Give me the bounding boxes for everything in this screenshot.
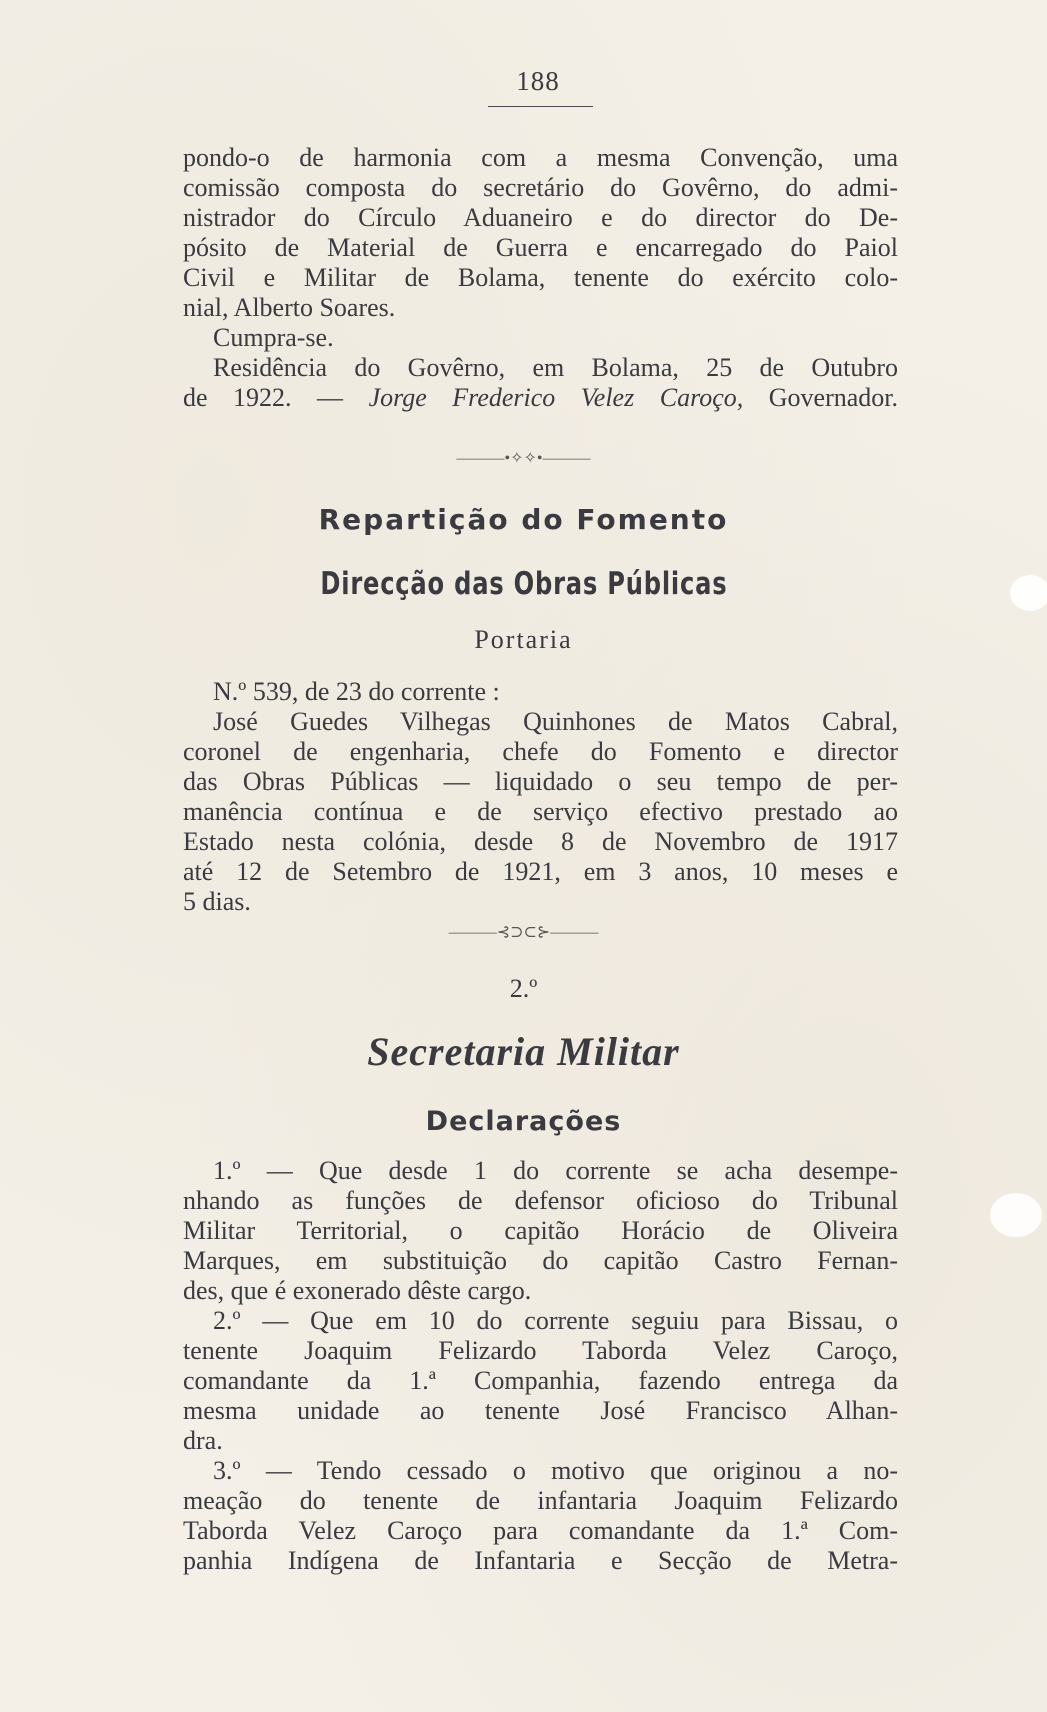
text-line: comandante da 1.ª Companhia, fazendo entrega da <box>183 1366 898 1395</box>
text-line: pondo-o de harmonia com a mesma Convenção, uma <box>183 143 898 172</box>
text-line: mesma unidade ao tenente José Francisco Alhan- <box>183 1396 898 1425</box>
signature-prefix: de 1922. — <box>183 383 344 412</box>
text-line: nial, Alberto Soares. <box>183 293 396 322</box>
portaria-number: N.º 539, de 23 do corrente : <box>213 677 500 706</box>
cumpra-line: Cumpra-se. <box>213 323 334 352</box>
text-line: 3.º — Tendo cessado o motivo que originou a no- <box>213 1456 898 1485</box>
declaracoes-body <box>183 1156 898 1576</box>
text-line: das Obras Públicas — liquidado o seu tempo de per- <box>183 767 898 796</box>
text-line: Civil e Militar de Bolama, tenente do exército colo- <box>183 263 898 292</box>
residencia-line: Residência do Govêrno, em Bolama, 25 de Outubro <box>213 353 898 382</box>
signature-role: Governador. <box>768 383 899 412</box>
text-line: José Guedes Vilhegas Quinhones de Matos Cabral, <box>213 707 898 736</box>
document-type: Portaria <box>474 625 573 654</box>
text-line: nistrador do Círculo Aduaneiro e do director do De- <box>183 203 898 232</box>
text-line: Marques, em substituição do capitão Castro Fernan- <box>183 1246 898 1275</box>
text-line: pósito de Material de Guerra e encarregado do Paiol <box>183 233 898 262</box>
text-line: Taborda Velez Caroço para comandante da 1.ª Com- <box>183 1516 898 1545</box>
text-line: meação do tenente de infantaria Joaquim Felizardo <box>183 1486 898 1515</box>
text-line: até 12 de Setembro de 1921, em 3 anos, 10 meses e <box>183 857 898 886</box>
text-line: Militar Territorial, o capitão Horácio de Oliveira <box>183 1216 898 1245</box>
text-line: manência contínua e de serviço efectivo prestado ao <box>183 797 898 826</box>
section-title: Secretaria Militar <box>367 1029 680 1074</box>
paragraph-continuation <box>183 143 898 413</box>
signature-name: Jorge Frederico Velez Caroço, <box>368 383 744 412</box>
text-line: tenente Joaquim Felizardo Taborda Velez Caroço, <box>183 1336 898 1365</box>
text-line: comissão composta do secretário do Govêrno, do admi- <box>183 173 898 202</box>
text-line: 1.º — Que desde 1 do corrente se acha desempe- <box>213 1156 898 1185</box>
section-number: 2.º <box>509 974 538 1003</box>
section-title: Repartição do Fomento <box>318 503 729 536</box>
text-line: Estado nesta colónia, desde 8 de Novembro de 1917 <box>183 827 898 856</box>
separator-ornament: ———•✧✧•——— <box>456 450 591 467</box>
section-subtitle: Declarações <box>425 1106 622 1137</box>
paper-hole-mark <box>990 1193 1042 1237</box>
section-subtitle-wrap <box>0 566 1047 602</box>
text-line: 5 dias. <box>183 887 251 916</box>
separator-ornament: ———⊰⊃⊂⊱——— <box>448 924 599 941</box>
text-line: panhia Indígena de Infantaria e Secção de Metra- <box>183 1546 898 1575</box>
text-line: nhando as funções de defensor oficioso do Tribunal <box>183 1186 898 1215</box>
text-line: des, que é exonerado dêste cargo. <box>183 1276 532 1305</box>
signature-line <box>183 383 898 413</box>
text-line: dra. <box>183 1426 223 1455</box>
page-number-rule <box>488 106 593 107</box>
portaria-body <box>183 677 898 917</box>
page-number: 188 <box>516 66 560 96</box>
paper-hole-mark <box>1010 575 1047 611</box>
text-line: 2.º — Que em 10 do corrente seguiu para Bissau, o <box>213 1306 898 1335</box>
text-line: coronel de engenharia, chefe do Fomento e director <box>183 737 898 766</box>
section-subtitle: Direcção das Obras Públicas <box>320 566 727 602</box>
